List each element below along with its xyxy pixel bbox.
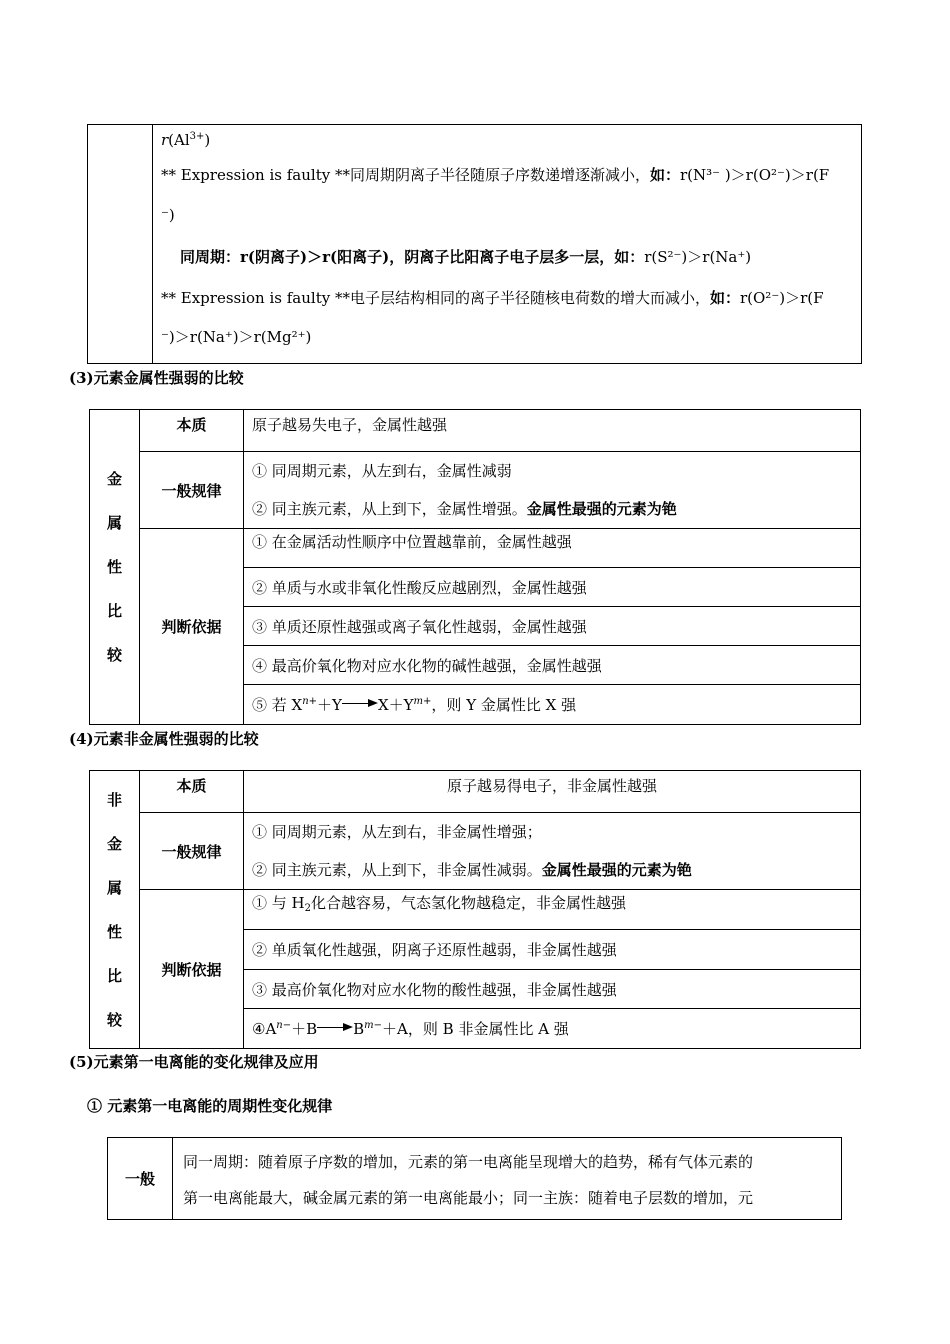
- section4-heading: (4)元素非金属性强弱的比较: [69, 730, 259, 748]
- nonmetal-comparison-table: [89, 770, 861, 1049]
- rule-2: ② 同主族元素，从上到下，非金属性减弱。金属性最强的元素为铯: [252, 861, 692, 879]
- formula: r(O²⁻)＞r(F: [739, 289, 824, 307]
- rule-text: ** Expression is faulty **同周期阴离子半径随原子序数递增逐渐减小，: [161, 166, 650, 184]
- formula: r(S²⁻)＞r(Na⁺): [644, 248, 752, 266]
- side-char: 属: [106, 514, 122, 532]
- basis-3: ③ 最高价氧化物对应水化物的酸性越强，非金属性越强: [244, 970, 861, 1009]
- essence-text: 原子越易失电子，金属性越强: [244, 410, 861, 452]
- side-char: 较: [106, 1010, 122, 1029]
- rule-label: 一般规律: [140, 813, 244, 890]
- basis-label: 判断依据: [140, 890, 244, 1049]
- nonmetal-side-label: [90, 771, 140, 1049]
- formula: r(N³⁻ )＞r(O²⁻)＞r(F: [679, 166, 830, 184]
- rule-2: ② 同主族元素，从上到下，金属性增强。金属性最强的元素为铯: [252, 500, 677, 518]
- rule-cell: [244, 452, 861, 529]
- ionization-energy-table: [107, 1137, 842, 1220]
- metal-comparison-table: [89, 409, 861, 725]
- side-char: 性: [106, 922, 122, 941]
- side-char: 比: [106, 602, 122, 620]
- basis-label: 判断依据: [140, 529, 244, 725]
- metal-side-label: [90, 410, 140, 725]
- essence-text: 原子越易得电子，非金属性越强: [244, 771, 861, 813]
- radius-symbol: r: [161, 131, 169, 149]
- side-char: 较: [106, 646, 122, 664]
- example-label: 如：: [649, 166, 680, 184]
- basis-4: $④A^{n-}+B$ $B^{m-}+A$，则 B 非金属性比 A 强: [244, 1009, 861, 1049]
- basis-5: ⑤ 若 $X^{n+}+Y$ $X+Y^{m+}$，则 Y 金属性比 X 强: [244, 685, 861, 725]
- rule-label: 一般规律: [140, 452, 244, 529]
- side-char: 非: [106, 790, 122, 809]
- rule-cell: [244, 813, 861, 890]
- rule-bold-text: 同周期：r(阴离子)＞r(阳离子)，阴离子比阳离子电子层多一层，如：: [180, 248, 645, 266]
- side-char: 属: [106, 878, 122, 897]
- top-line-5: [161, 288, 824, 308]
- top-line-6: ⁻)＞r(Na⁺)＞r(Mg²⁺): [161, 328, 312, 346]
- rule-1: ① 同周期元素，从左到右，金属性减弱: [252, 462, 512, 480]
- top-line-3: ⁻): [161, 206, 175, 224]
- section5-heading: (5)元素第一电离能的变化规律及应用: [69, 1053, 319, 1071]
- ion-charge: 3+: [189, 131, 205, 142]
- example-label: 如：: [709, 289, 740, 307]
- top-line-2: [161, 165, 829, 185]
- general-text: [173, 1138, 842, 1220]
- section5-subheading: ① 元素第一电离能的周期性变化规律: [87, 1097, 333, 1115]
- basis-4: ④ 最高价氧化物对应水化物的碱性越强，金属性越强: [244, 646, 861, 685]
- side-char: 金: [106, 470, 122, 488]
- reaction-arrow-icon: [317, 1022, 353, 1032]
- general-line-2: 第一电离能最大，碱金属元素的第一电离能最小；同一主族：随着电子层数的增加，元: [183, 1188, 754, 1207]
- side-char: 比: [106, 966, 122, 985]
- top-line-1: [161, 127, 210, 150]
- side-char: 性: [106, 558, 122, 576]
- top-line-4: [180, 247, 751, 267]
- reaction-arrow-icon: [342, 698, 378, 708]
- basis-1: ① 在金属活动性顺序中位置越靠前，金属性越强: [244, 529, 861, 568]
- close-paren: ): [204, 131, 211, 149]
- basis-3: ③ 单质还原性越强或离子氧化性越弱，金属性越强: [244, 607, 861, 646]
- basis-2: ② 单质氧化性越强，阴离子还原性越弱，非金属性越强: [244, 930, 861, 970]
- section3-heading: (3)元素金属性强弱的比较: [69, 369, 244, 387]
- side-char: 金: [106, 834, 122, 853]
- basis-1: ① 与 $H_2$化合越容易，气态氢化物越稳定，非金属性越强: [244, 890, 861, 930]
- essence-label: 本质: [140, 410, 244, 452]
- ion-text: (Al: [168, 131, 190, 149]
- general-line-1: 同一周期：随着原子序数的增加，元素的第一电离能呈现增大的趋势，稀有气体元素的: [183, 1152, 754, 1171]
- top-box: [87, 124, 862, 364]
- top-box-left-cell: [88, 125, 153, 363]
- essence-label: 本质: [140, 771, 244, 813]
- rule-1: ① 同周期元素，从左到右，非金属性增强；: [252, 823, 542, 841]
- rule-text: ** Expression is faulty **电子层结构相同的离子半径随核电荷数的增大而减小，: [161, 289, 710, 307]
- basis-2: ② 单质与水或非氧化性酸反应越剧烈，金属性越强: [244, 568, 861, 607]
- general-label: 一般: [108, 1138, 173, 1220]
